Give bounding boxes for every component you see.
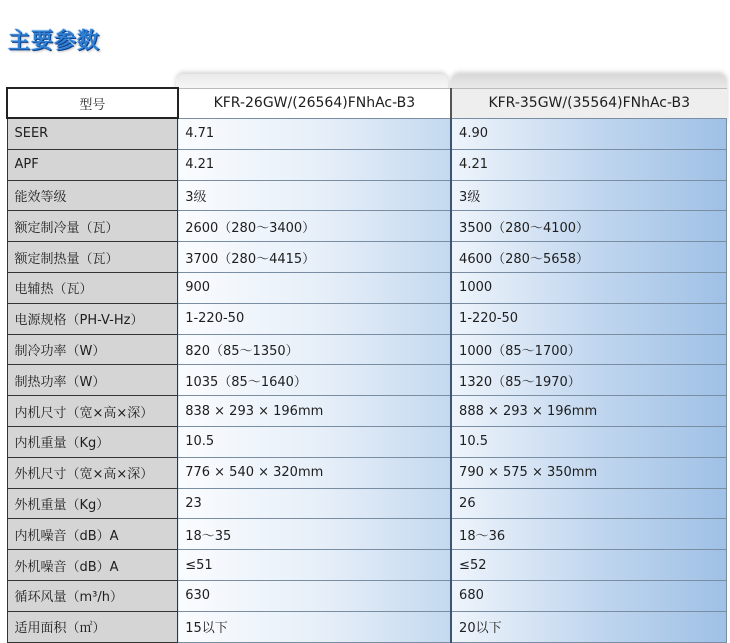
- param-label-cell: 制热功率（W）: [7, 365, 178, 396]
- model-a-value-cell: 630: [178, 580, 451, 611]
- model-a-value-cell: 18～35: [178, 519, 451, 550]
- table-row: [7, 149, 727, 180]
- table-row: [7, 242, 727, 273]
- model-b-value-cell: 790 × 575 × 350mm: [451, 457, 726, 488]
- table-row: [7, 580, 727, 611]
- model-b-value-cell: 26: [451, 488, 726, 519]
- model-a-value-cell: 4.71: [178, 118, 451, 149]
- model-b-value-cell: 1000（85～1700）: [451, 334, 726, 365]
- param-label-cell: 外机尺寸（宽×高×深）: [7, 457, 178, 488]
- model-b-value-cell: 20以下: [451, 611, 726, 642]
- model-b-value-cell: 888 × 293 × 196mm: [451, 396, 726, 427]
- table-row: [7, 211, 727, 242]
- param-label-cell: 额定制热量（瓦）: [7, 242, 178, 273]
- model-a-value-cell: 3700（280～4415）: [178, 242, 451, 273]
- param-label-cell: 电源规格（PH-V-Hz）: [7, 303, 178, 334]
- model-a-value-cell: 10.5: [178, 426, 451, 457]
- model-a-value-cell: 776 × 540 × 320mm: [178, 457, 451, 488]
- table-header-row: [7, 88, 727, 118]
- table-row: [7, 550, 727, 581]
- param-label-cell: 适用面积（㎡）: [7, 611, 178, 642]
- table-row: [7, 611, 727, 642]
- table-row: [7, 488, 727, 519]
- param-label-cell: 外机噪音（dB）A: [7, 550, 178, 581]
- table-row: [7, 426, 727, 457]
- model-b-value-cell: 4.90: [451, 118, 726, 149]
- table-row: [7, 519, 727, 550]
- model-a-value-cell: 1-220-50: [178, 303, 451, 334]
- table-row: [7, 457, 727, 488]
- model-a-value-cell: ≤51: [178, 550, 451, 581]
- table-row: [7, 272, 727, 303]
- param-label-cell: SEER: [7, 118, 178, 149]
- model-a-value-cell: 4.21: [178, 149, 451, 180]
- model-a-value-cell: 2600（280～3400）: [178, 211, 451, 242]
- model-b-value-cell: ≤52: [451, 550, 726, 581]
- param-label-cell: 内机噪音（dB）A: [7, 519, 178, 550]
- model-b-value-cell: 10.5: [451, 426, 726, 457]
- param-label-cell: 能效等级: [7, 180, 178, 211]
- model-b-value-cell: 3500（280～4100）: [451, 211, 726, 242]
- param-label-cell: 循环风量（m³/h）: [7, 580, 178, 611]
- table-row: [7, 396, 727, 427]
- model-b-value-cell: 1-220-50: [451, 303, 726, 334]
- model-b-value-cell: 18～36: [451, 519, 726, 550]
- model-a-value-cell: 900: [178, 272, 451, 303]
- param-label-cell: 电辅热（瓦）: [7, 272, 178, 303]
- table-row: [7, 180, 727, 211]
- param-label-cell: 制冷功率（W）: [7, 334, 178, 365]
- model-a-value-cell: 15以下: [178, 611, 451, 642]
- model-b-value-cell: 3级: [451, 180, 726, 211]
- table-row: [7, 334, 727, 365]
- model-a-value-cell: 838 × 293 × 196mm: [178, 396, 451, 427]
- model-a-value-cell: 3级: [178, 180, 451, 211]
- param-label-cell: 内机重量（Kg）: [7, 426, 178, 457]
- table-row: [7, 365, 727, 396]
- param-label-cell: 外机重量（Kg）: [7, 488, 178, 519]
- model-a-value-cell: 1035（85～1640）: [178, 365, 451, 396]
- model-b-value-cell: 4.21: [451, 149, 726, 180]
- model-a-value-cell: 820（85～1350）: [178, 334, 451, 365]
- table-row: [7, 118, 727, 149]
- header-model-a-cell: KFR-26GW/(26564)FNhAc-B3: [178, 88, 451, 118]
- param-label-cell: 内机尺寸（宽×高×深）: [7, 396, 178, 427]
- spec-table: [6, 87, 727, 643]
- param-label-cell: APF: [7, 149, 178, 180]
- header-model-b-cell: KFR-35GW/(35564)FNhAc-B3: [451, 88, 726, 118]
- table-row: [7, 303, 727, 334]
- header-label-cell: 型号: [7, 88, 178, 118]
- param-label-cell: 额定制冷量（瓦）: [7, 211, 178, 242]
- model-a-value-cell: 23: [178, 488, 451, 519]
- model-b-value-cell: 1320（85～1970）: [451, 365, 726, 396]
- page-title: 主要参数: [8, 29, 101, 54]
- model-b-value-cell: 680: [451, 580, 726, 611]
- model-b-value-cell: 4600（280～5658）: [451, 242, 726, 273]
- model-b-value-cell: 1000: [451, 272, 726, 303]
